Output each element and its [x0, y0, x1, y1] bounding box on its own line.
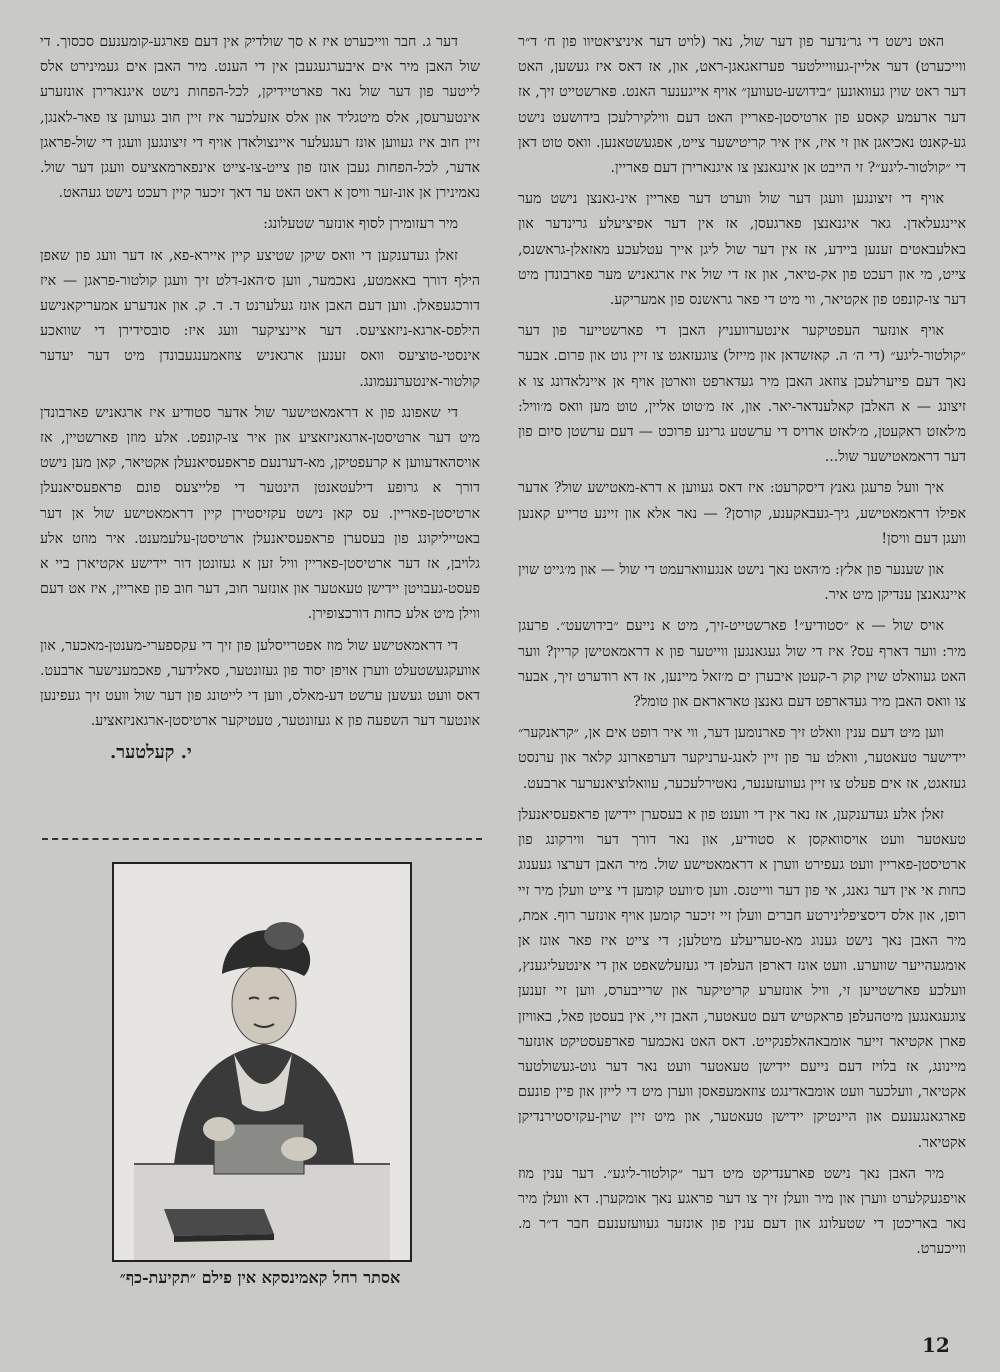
- woman-portrait-icon: [114, 864, 410, 1260]
- paragraph: אויף אונזער העפטיקער אינטערוועניץ האבן די פארשטייער פון דער ״קולטור-ליגע״ (די ה׳ ה. קאזשדאן און מייזל) צוגעזאגט צו זיין גוט און פרום. אבער נאך דעם פייערלעכן צוזאג האבן מיר געדארפט ווארטן אויף אן איינלאדונג צו א זיצונג — א האלבן קאלענדאר-יאר. און, אז מ׳טוט אליין, טוט מען וואס מ׳וויל: מ׳לאזט ראקעטן, מ׳לאזט ארויס די ערשטע גרינע פרוכט — דעם ערשטן סיום פון דער דראמאטישער שול...: [518, 323, 966, 466]
- paragraph: ווען מיט דעם ענין וואלט זיך פארנומען דער, ווי איר רופט אים אן, ״קראנקער״ יידישער טעאטער, וואלט ער פון זיין לאנג-ערניקער דערפארונג קלאר און ערנסט געזאגט, אז אים פעלט צו זיין געוועזענער, נאטירלעכער, עוואלוציאנערער ארבעט.: [518, 725, 966, 792]
- paragraph: אויף די זיצונגען וועגן דער שול ווערט דער פאריין אינ-גאנצן נישט מער איינגעלאדן. גאר איגנאנצן פארגעסן, אז אין דער אפיציעלע גרינדער און באלעבאטים זענען ביידע, אז אין דער שול ליגן אייך עטלעכע מאזאלן-גראשנס, צייט, מי און רעכט פון אק-טיאר, און אז די שול איז ארגאניש מער פארבונדן מיט דער צו-קונפט פון אקטיאר, ווי מיט די פאר גראשנס פון אמעריקע.: [518, 191, 966, 309]
- article-column-left: [40, 30, 480, 766]
- paragraph: מיר האבן נאך נישט פארענדיקט מיט דער ״קולטור-ליגע״. דער ענין מוז אויפגעקלערט ווערן און מיר וועלן זיך צו דער פראגע נאך אומקערן. דא וועלן מיר נאר באריכטן די שטעלונג און דעם ענין פון אונזער געוועזענעם חבר ד״ר מ. ווייכערט.: [518, 1165, 966, 1258]
- paragraph: האט נישט די גר׳נדער פון דער שול, נאר (לויט דער איניציאטיוו פון ח׳ ד״ר ווייכערט) דער אליין-געוויילטער פערזאגאגן-ראט, און, אז דאס איז געשען, האט דער ראט שוין געוואונען ״בידושע-טעווען״ אויף אייגענער האנט. פארשטייט זיך, אז דער ארעמע קאסע פון ארטיסטן-פאריין האט דעם ווילקירלעכן בידושעט נישט גע-קאנט נאכיאגן און זי איז, אין איר קריטישער צייט, אפגעשטאנען. וואס טוט דאן די ״קולטור-ליגע״? זי הייבט אן אינגאנצן צו איגנארירן דעם פאריין.: [518, 34, 966, 177]
- paragraph: דער ג. חבר ווייכערט איז א סך שולדיק אין דעם פארגע-קומענעם סכסוך. די שול האבן מיר אים איבערגעגעבן אין די הענט. מיר האבן אים געמינירט אלס לייטער פון דער שול נאר פארטיידיקן, לכל-הפחות נישט איגנארירן אונזערע אינטערעסן, אלס מיטגליד און אלס אזעלכער איז זיין חוב געווען צו פאר-לאנגן, זיין חוב איז געווען אונז רעגעלער איינצולאדן אויף די זיצונגען וועגן די שול-פראגן אדער, לכל-הפחות געבן אונז פון צייט-צו-צייט אינפארמאציעס וועגן דער שול. נאמינירן אן אונ-זער וויסן א ראט האט ער דאך זיכער קיין רעכט נישט געהאט.: [40, 34, 480, 202]
- photo-caption: אסתר רחל קאמינסקא אין פילם ״תקיעת-כף״: [119, 1268, 401, 1287]
- author-signature: י. קעלטער.: [110, 742, 192, 764]
- paragraph: זאלן געדענקען די וואס שיקן שטיצע קיין איירא-פא, אז דער וועג פון שאפן הילף דורך באאמטע, נאכמער, ווען ס׳האנ-דלט זיך וועגן קולטור-פראגן — איז דורכגעפאלן. ווען דעם האבן אונז געלערנט ד. ד. ק. און אנדערע אמעריקאנישע הילפס-ארגא-ניזאציעס. דער איינציקער וועג איז: סובסידירן די שוואכע אינסטי-טוציעס וואס זענען ארגאניש צוזאמענגעבונדן מיט דער יעדער קולטור-אינטערנעמונג.: [40, 247, 480, 390]
- paragraph: מיר רעזומירן לסוף אונזער שטעלונג:: [263, 216, 458, 233]
- paragraph: און שענער פון אלץ: מ׳האט נאך נישט אנגעווארעמט די שול — און מ׳גייט שוין איינגאנצן ענדיקן מיט איר.: [518, 562, 966, 604]
- paragraph: זאלן אלע געדענקען, אז נאר אין די ווענט פון א בעסערן יידישן פראפעסיאנעלן טעאטער וועט אויסוואקסן א סטודיע, און נאר דורך דער ווירקונג פון ארטיסטן-פאריין וועט געפירט ווערן א דראמאטישע שול. מיר האבן דערצו געענוג כחות אי אין דער גאנג, אי פון דער ווייטנס. ווען ס׳וועט קומען די צייט וועלן מיר זיי רופן, און אלס דיסציפלינירטע חברים וועלן זיי זיכער קומען אויף אונזער רוף. אמת, מיר האבן נאך נישט גענוג מא-טעריעלע מיטלען; די צייט איז פאר אונז אן אומגעהייער שווערע. וועט אונז דארפן העלפן די געזעלשאפט און די אינטעליגענץ, וועלכע פארשטייען זי, וויל אונזערע קריטיקער און שרייבערס, ווען זיי זענען צוגעגאנגען מיטהעלפן פראקטיש דעם טעאטער, האבן זיי, אין בעסטן פאל, באוויזן פארן אקטיאר זייער אומבאהאלפנקייט. דאס האט נאכמער פארפעסטיקט אונזער מיינונג, אז בלויז דעם נייעם יידישן טעאטער וועט נאר דער גוט-געשולטער אקטיאר, וועלכער וועט אומבאדינגט צוזאמעפאסן ווערן מיט די לייזן און פיין פונעם פארגאנגענעם און היינטיקן יידישן טעאטער, און מיט זיין שוין-עקזיסטירנדיקן אקטיאר.: [518, 806, 966, 1151]
- paragraph: איך וועל פרעגן גאנץ דיסקרעט: איז דאס געווען א דרא-מאטישע שול? אדער אפילו דראמאטישע, גיך-געבאקענע, קורסן? — נאר אלא און זיינע טרייע קאנען וועגן דעם וויסן!: [518, 480, 966, 547]
- paragraph: אויס שול — א ״סטודיע״! פארשטייט-זיך, מיט א נייעם ״בידושעט״. פרעגן מיר: ווער דארף עס? איז די שול געגאנגען ווייטער פון א דראמאטישן קריין? ווער האט געוואלט שוין קוק ר-קעטן איבערן ים מ׳זאל מיינען, אז דא רודערט זיך, אבער צו וואס האבן מיר געדארפט דעם גאנצן טאראראם און טומל?: [518, 618, 966, 711]
- article-column-right: [518, 30, 966, 1269]
- paragraph: די שאפונג פון א דראמאטישער שול אדער סטודיע איז ארגאניש פארבונדן מיט דער ארטיסטן-ארגאניזאציע און איר צו-קונפט. אלע מוזן פארשטיין, אז אויסהאדעווען א קרעפטיקן, מא-דערנעם פראפעסיאנעלן אקטיאר, קאן מען נישט דורך א גרופע דילעטאנטן הינטער די פלייצעס פונם פראפעסיאנעלן ארטיסטן-פאריין. עס קאן נישט עקזיסטירן קיין דראמאטישע שול אן דער באטייליקונג פון בעסערן פראפעסיאנעלן ארטיסטן-עלעמענט. איר מוזט אלע גלויבן, אז דער ארטיסטן-פאריין וויל זען א געזונטן דור יידישע אקטיארן ביי א פעסט-געבויטן יידישן טעאטער און אונזער חוב, דער חוב פון פאריין, איז אט דעם ווילן מיט אלע כחות דורכצופירן.: [40, 404, 480, 623]
- portrait-illustration: [112, 862, 412, 1262]
- paragraph: די דראמאטישע שול מוז אפטרייסלען פון זיך די עקספערי-מענטן-מאכער, און אוועקגעשטעלט ווערן אויפן יסוד פון געזונטער, סאלידער, פאכמענישער ארבעט. דאס וועט געשען ערשט דע-מאלס, ווען די לייטונג פון דער שול וועט זיך געפינען אונטער דער השפעה פון א געזונטער, טעטיקער ארטיסטן-ארגאניזאציע.: [40, 637, 480, 730]
- page-number: 12: [922, 1333, 950, 1357]
- section-divider: [42, 838, 482, 840]
